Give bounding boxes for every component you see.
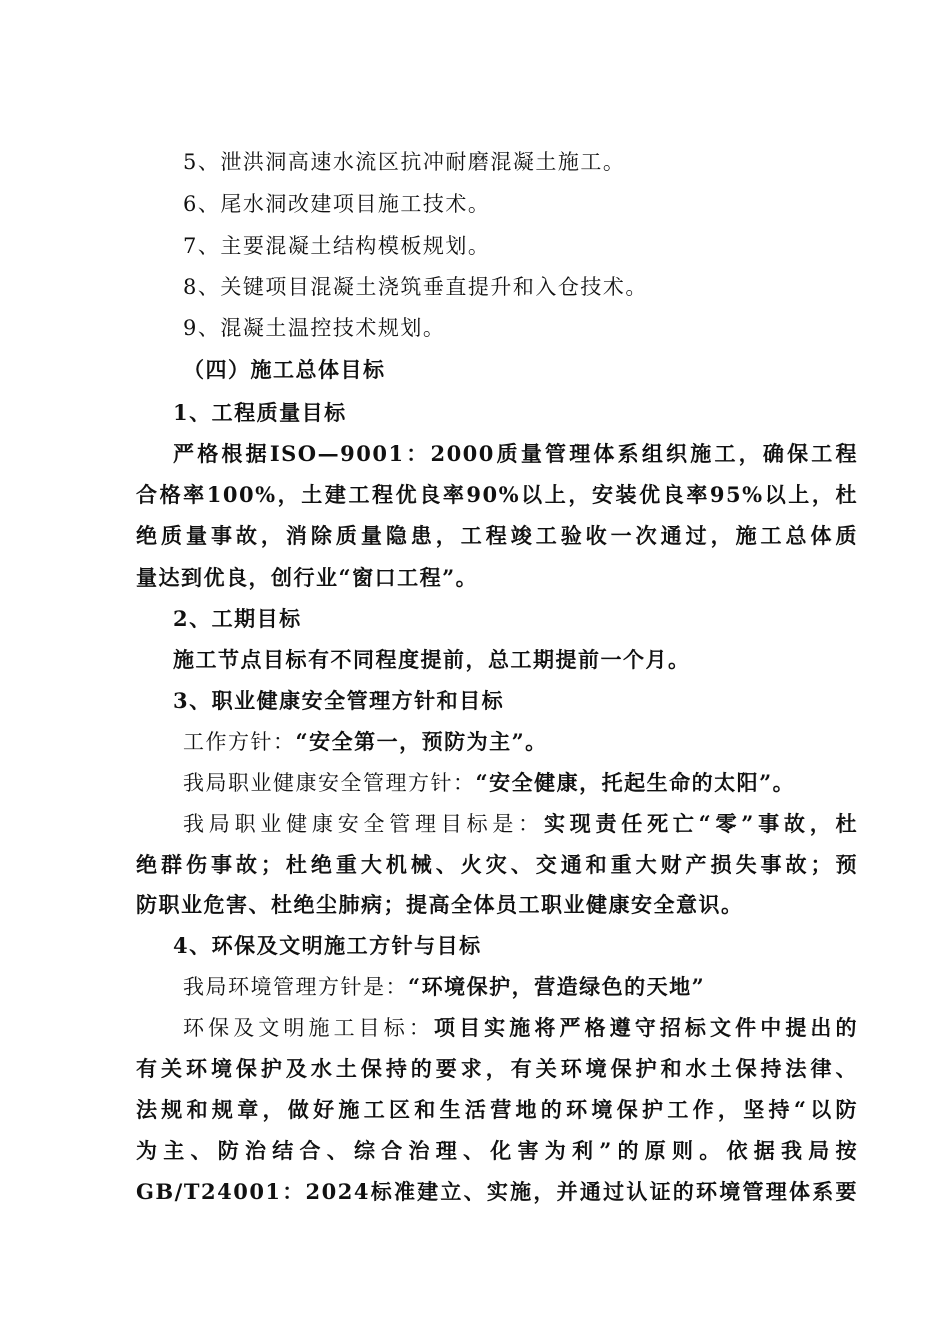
label-text: 我局职业健康安全管理目标是： <box>183 812 544 836</box>
emphasis-text: “环境保护，营造绿色的天地” <box>408 974 706 999</box>
subsection-heading: 1、工程质量目标 <box>173 400 347 425</box>
list-item: 7、主要混凝土结构模板规划。 <box>183 234 491 258</box>
paragraph-line: GB/T24001：2024标准建立、实施，并通过认证的环境管理体系要 <box>136 1179 858 1204</box>
emphasis-text: “安全健康，托起生命的太阳”。 <box>475 770 796 795</box>
paragraph-line <box>183 809 858 839</box>
emphasis-text: “安全第一，预防为主”。 <box>295 729 548 754</box>
subsection-heading: 4、环保及文明施工方针与目标 <box>173 933 482 958</box>
paragraph-line: 法规和规章，做好施工区和生活营地的环境保护工作，坚持“以防 <box>136 1097 858 1122</box>
paragraph-line <box>183 768 858 798</box>
section-heading: （四）施工总体目标 <box>183 357 386 382</box>
paragraph-line: 绝群伤事故；杜绝重大机械、火灾、交通和重大财产损失事故；预 <box>136 852 858 877</box>
paragraph-line: 为主、防治结合、综合治理、化害为利”的原则。依据我局按 <box>136 1138 858 1163</box>
paragraph-line: 有关环境保护及水土保持的要求，有关环境保护和水土保持法律、 <box>136 1056 858 1081</box>
label-text: 我局职业健康安全管理方针： <box>183 771 476 795</box>
paragraph-line: 严格根据ISO—9001：2000质量管理体系组织施工，确保工程 <box>173 441 858 466</box>
label-text: 环保及文明施工目标： <box>183 1016 434 1040</box>
list-item: 6、尾水洞改建项目施工技术。 <box>183 192 491 216</box>
emphasis-text: 实现责任死亡“零”事故，杜 <box>543 811 858 836</box>
list-item: 8、关键项目混凝土浇筑垂直提升和入仓技术。 <box>183 275 648 299</box>
paragraph-line: 合格率100%，土建工程优良率90%以上，安装优良率95%以上，杜 <box>136 482 858 507</box>
subsection-heading: 2、工期目标 <box>173 606 302 631</box>
paragraph-line: 防职业危害、杜绝尘肺病；提高全体员工职业健康安全意识。 <box>136 892 744 917</box>
paragraph-line <box>183 727 858 757</box>
emphasis-text: 项目实施将严格遵守招标文件中提出的 <box>433 1015 858 1040</box>
label-text: 工作方针： <box>183 730 296 754</box>
paragraph-line <box>183 1013 858 1043</box>
paragraph-line: 施工节点目标有不同程度提前，总工期提前一个月。 <box>173 647 691 672</box>
list-item: 5、泄洪洞高速水流区抗冲耐磨混凝土施工。 <box>183 150 626 174</box>
subsection-heading: 3、职业健康安全管理方针和目标 <box>173 688 505 713</box>
paragraph-line: 量达到优良，创行业“窗口工程”。 <box>136 565 479 590</box>
paragraph-line: 绝质量事故，消除质量隐患，工程竣工验收一次通过，施工总体质 <box>136 523 858 548</box>
paragraph-line <box>183 972 858 1002</box>
label-text: 我局环境管理方针是： <box>183 975 408 999</box>
list-item: 9、混凝土温控技术规划。 <box>183 316 446 340</box>
